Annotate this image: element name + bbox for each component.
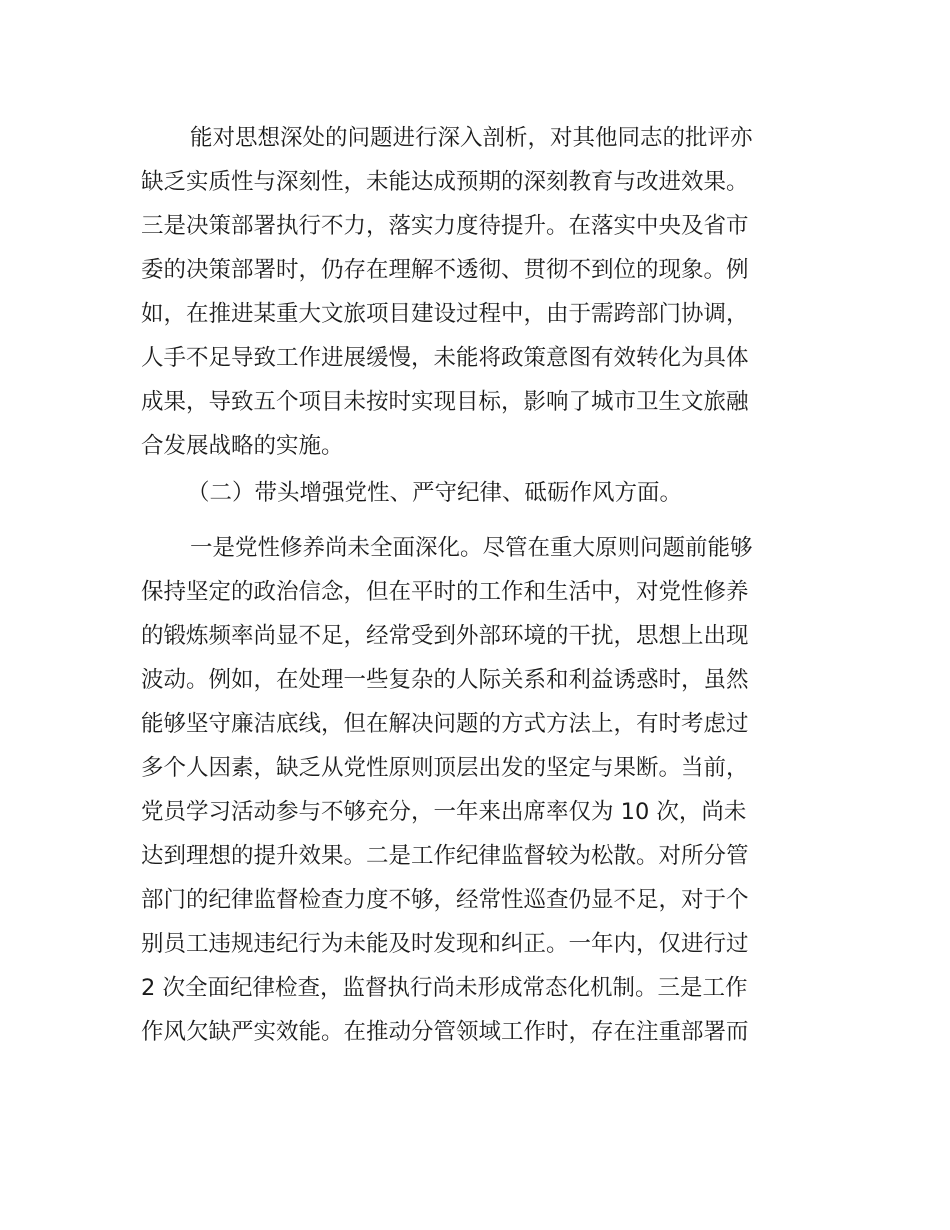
text-line: 达到理想的提升效果。二是工作纪律监督较为松散。对所分管 bbox=[141, 843, 749, 869]
section-heading: （二）带头增强党性、严守纪律、砥砺作风方面。 bbox=[187, 480, 683, 506]
text-line: 如，在推进某重大文旅项目建设过程中，由于需跨部门协调， bbox=[141, 301, 749, 327]
text-line: 波动。例如，在处理一些复杂的人际关系和利益诱惑时，虽然 bbox=[141, 667, 749, 693]
text-line: 的锻炼频率尚显不足，经常受到外部环境的干扰，思想上出现 bbox=[141, 623, 749, 649]
text-line: 人手不足导致工作进展缓慢，未能将政策意图有效转化为具体 bbox=[141, 345, 749, 371]
text-line: 部门的纪律监督检查力度不够，经常性巡查仍显不足，对于个 bbox=[141, 887, 749, 913]
text-line: 保持坚定的政治信念，但在平时的工作和生活中，对党性修养 bbox=[141, 579, 749, 605]
text-line: 别员工违规违纪行为未能及时发现和纠正。一年内，仅进行过 bbox=[141, 931, 749, 957]
text-line: 缺乏实质性与深刻性，未能达成预期的深刻教育与改进效果。 bbox=[141, 169, 749, 195]
text-line: 三是决策部署执行不力，落实力度待提升。在落实中央及省市 bbox=[141, 213, 749, 239]
text-line: 合发展战略的实施。 bbox=[141, 433, 344, 459]
text-line: 成果，导致五个项目未按时实现目标，影响了城市卫生文旅融 bbox=[141, 389, 749, 415]
text-line: 多个人因素，缺乏从党性原则顶层出发的坚定与果断。当前， bbox=[141, 755, 749, 781]
text-line: 作风欠缺严实效能。在推动分管领域工作时，存在注重部署而 bbox=[141, 1019, 749, 1045]
text-line: 党员学习活动参与不够充分，一年来出席率仅为 10 次，尚未 bbox=[141, 799, 747, 825]
text-line: 2 次全面纪律检查，监督执行尚未形成常态化机制。三是工作 bbox=[141, 975, 748, 1001]
text-line: 能够坚守廉洁底线，但在解决问题的方式方法上，有时考虑过 bbox=[141, 711, 749, 737]
text-line: 一是党性修养尚未全面深化。尽管在重大原则问题前能够 bbox=[190, 535, 753, 561]
text-line: 委的决策部署时，仍存在理解不透彻、贯彻不到位的现象。例 bbox=[141, 257, 749, 283]
text-line: 能对思想深处的问题进行深入剖析，对其他同志的批评亦 bbox=[190, 125, 753, 151]
